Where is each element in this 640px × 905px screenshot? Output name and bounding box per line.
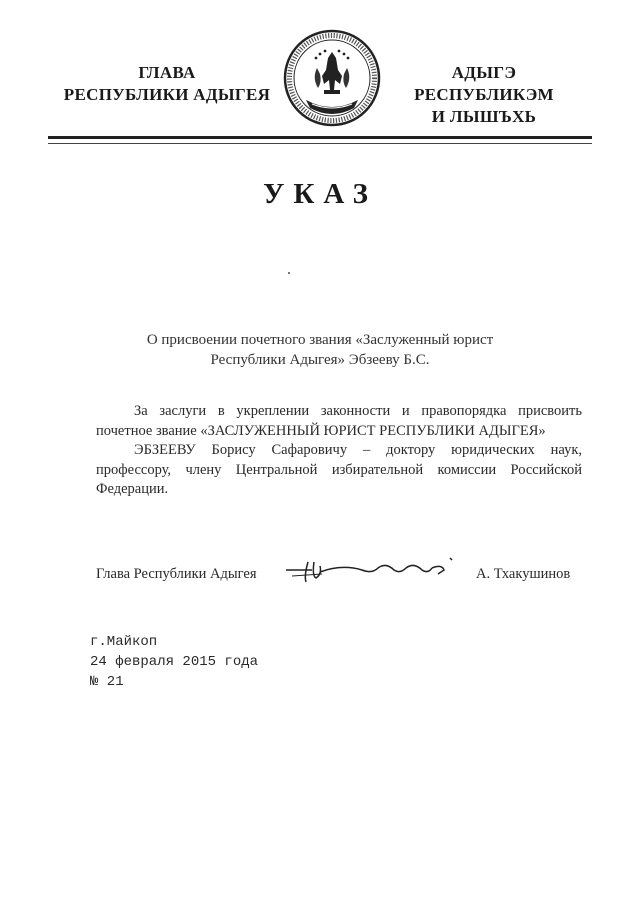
scan-speck xyxy=(288,272,290,274)
handwritten-signature xyxy=(282,548,462,588)
decree-body xyxy=(96,402,582,500)
header-divider-thin xyxy=(48,143,592,144)
header-left-line2: РЕСПУБЛИКИ АДЫГЕЯ xyxy=(63,85,271,104)
document-title: УКАЗ xyxy=(263,178,377,210)
body-paragraph-1: За заслуги в укреплении законности и правопорядка присвоить почетное звание «ЗАСЛУЖЕННЫЙ ЮРИСТ РЕСПУБЛИКИ АДЫГЕЯ» xyxy=(96,403,582,439)
coat-of-arms-icon xyxy=(282,28,382,128)
footer-date: 24 февраля 2015 года xyxy=(90,654,259,670)
header-left-line1: ГЛАВА xyxy=(138,63,196,82)
decree-subject xyxy=(120,330,520,370)
body-paragraph-2: ЭБЗЕЕВУ Борису Сафаровичу – доктору юридических наук, профессору, члену Центральной избирательной комиссии Российской Федерации. xyxy=(96,442,582,497)
footer-city: г.Майкоп xyxy=(90,634,158,650)
header-divider-thick xyxy=(48,136,592,139)
header-right-line1: АДЫГЭ РЕСПУБЛИКЭМ xyxy=(414,63,554,104)
decree-footer xyxy=(90,632,258,692)
footer-number: № 21 xyxy=(90,674,124,690)
signatory-title: Глава Республики Адыгея xyxy=(96,566,257,582)
header-right xyxy=(390,62,578,128)
header-left xyxy=(56,62,278,106)
signatory-name: А. Тхакушинов xyxy=(476,566,571,582)
subject-line1: О присвоении почетного звания «Заслуженный юрист xyxy=(146,332,494,348)
header-right-line2: И ЛЫШЪХЬ xyxy=(431,107,537,126)
subject-line2: Республики Адыгея» Эбзееву Б.С. xyxy=(210,352,430,368)
